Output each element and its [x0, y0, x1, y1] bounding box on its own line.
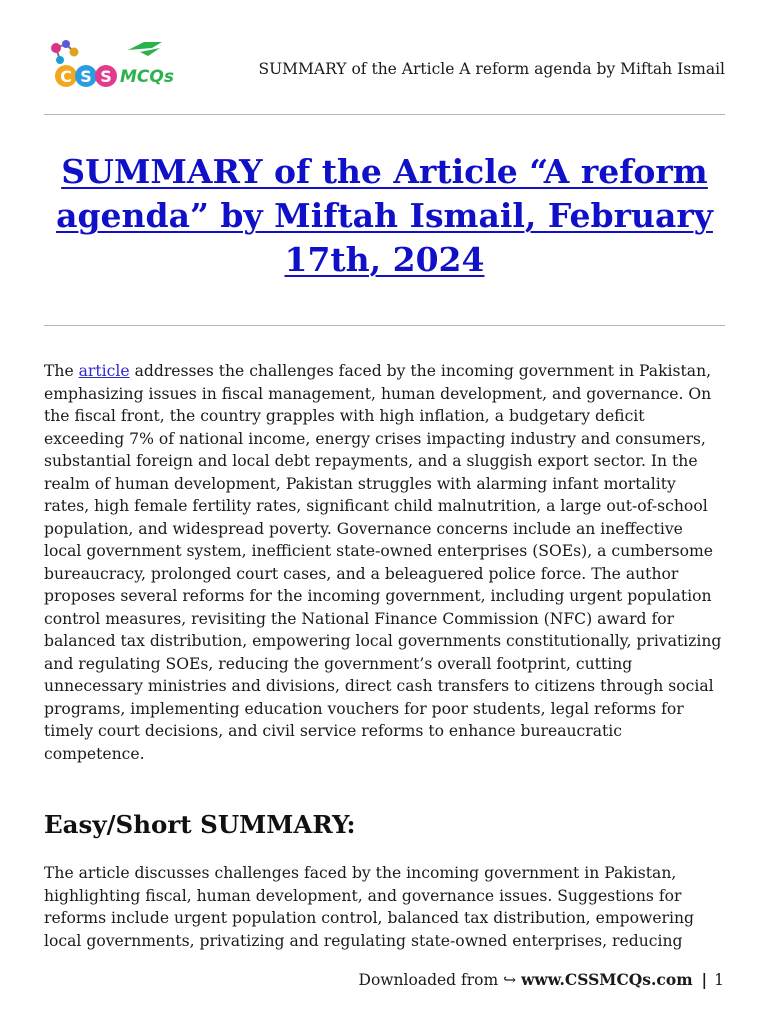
page-title-link[interactable]: SUMMARY of the Article “A reform agenda” by Miftah Ismail, February 17th, 2024	[56, 152, 713, 279]
footer-arrow-icon: ↪	[503, 971, 517, 989]
summary-body: addresses the challenges faced by the incoming government in Pakistan, emphasizing issues in fiscal management, human development, and governance. On the fiscal front, the country grapples with high inflation, a budgetary deficit exceeding 7% of national income, energy crises impacting industry and consumers, substantial foreign and local debt repayments, and a sluggish export sector. In the realm of human development, Pakistan struggles with alarming infant mortality rates, high female fertility rates, significant child malnutrition, a large out-of-school population, and widespread poverty. Governance concerns include an ineffective local government system, inefficient state-owned enterprises (SOEs), a cumbersome bureaucracy, prolonged court cases, and a beleaguered police force. The author proposes several reforms for the incoming government, including urgent population control measures, revisiting the National Finance Commission (NFC) award for balanced tax distribution, empowering local governments constitutionally, privatizing and regulating SOEs, reducing the government’s overall footprint, cutting unnecessary ministries and divisions, direct cash transfers to citizens through social programs, implementing education vouchers for poor students, legal reforms for timely court decisions, and civil service reforms to enhance bureaucratic competence.	[44, 362, 722, 763]
page-number: 1	[714, 971, 724, 989]
running-header-title: SUMMARY of the Article A reform agenda by Miftah Ismail	[258, 60, 725, 78]
footer-separator: |	[701, 970, 708, 989]
header-divider	[44, 114, 725, 115]
svg-text:S: S	[80, 67, 92, 86]
svg-text:S: S	[100, 67, 112, 86]
page-footer	[359, 970, 724, 989]
page-title[interactable]	[44, 150, 725, 282]
intro-prefix: The	[44, 362, 79, 380]
article-link[interactable]: article	[78, 362, 130, 380]
short-summary-paragraph: The article discusses challenges faced by the incoming government in Pakistan, highlighting fiscal, human development, and governance issues. Suggestions for reforms include urgent population control, balanced tax distribution, empowering local governments, privatizing and regulating state-owned enterprises, reducing	[44, 864, 695, 950]
footer-prefix: Downloaded from	[358, 971, 504, 989]
page-header	[44, 38, 725, 98]
title-divider	[44, 325, 725, 326]
summary-paragraph	[44, 360, 725, 765]
footer-site-link[interactable]: www.CSSMCQs.com	[521, 970, 693, 989]
svg-text:MCQs: MCQs	[120, 67, 174, 87]
cssmcqs-logo	[44, 38, 174, 94]
short-summary-heading: Easy/Short SUMMARY:	[44, 810, 356, 839]
svg-text:C: C	[60, 67, 72, 86]
